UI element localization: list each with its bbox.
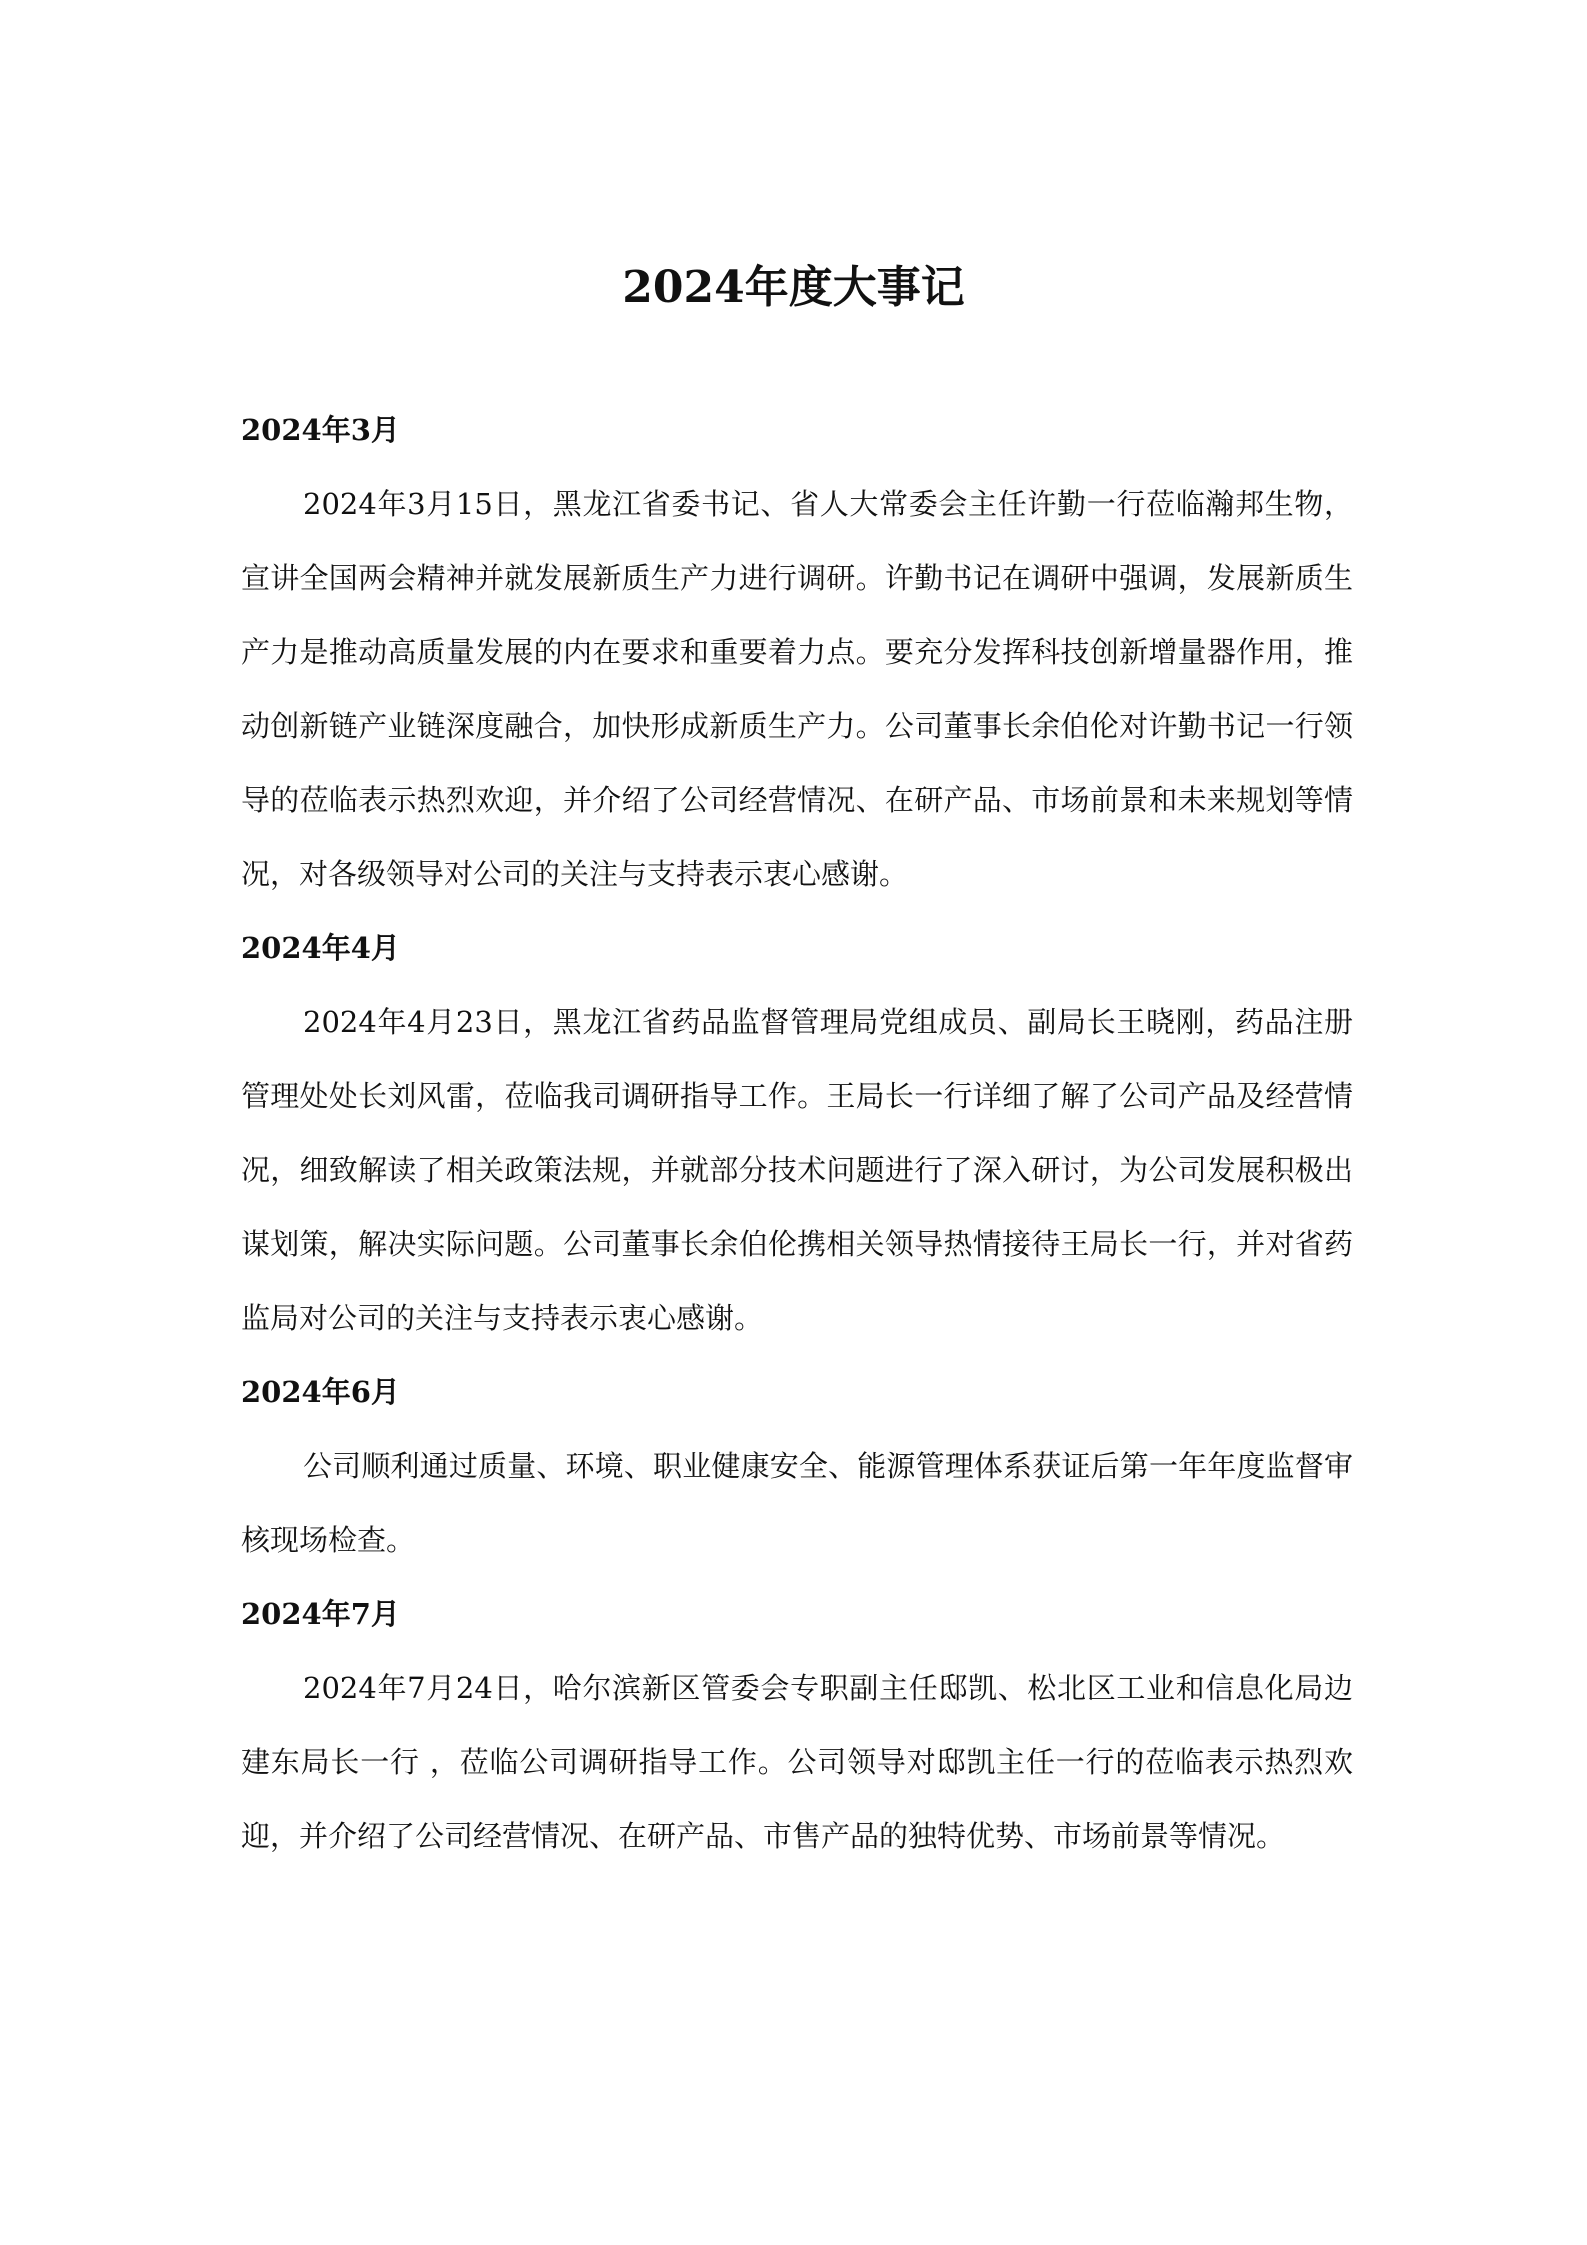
month-heading: 2024年7月 xyxy=(241,1597,400,1631)
event-paragraph: 2024年7月24日，哈尔滨新区管委会专职副主任邸凯、松北区工业和信息化局边建东局长一行 ，莅临公司调研指导工作。公司领导对邸凯主任一行的莅临表示热烈欢迎，并介绍了公司经营情况、在研产品、市售产品的独特优势、市场前景等情况。 xyxy=(241,1671,1353,1853)
page-title: 2024年度大事记 xyxy=(622,262,965,313)
month-heading: 2024年3月 xyxy=(241,413,400,447)
section-2024-03 xyxy=(241,393,1353,911)
month-heading: 2024年6月 xyxy=(241,1375,400,1409)
section-2024-04 xyxy=(241,911,1353,1355)
event-paragraph: 2024年4月23日，黑龙江省药品监督管理局党组成员、副局长王晓刚，药品注册管理处处长刘风雷，莅临我司调研指导工作。王局长一行详细了解了公司产品及经营情况，细致解读了相关政策法规，并就部分技术问题进行了深入研讨，为公司发展积极出谋划策，解决实际问题。公司董事长余伯伦携相关领导热情接待王局长一行，并对省药监局对公司的关注与支持表示衷心感谢。 xyxy=(241,1005,1353,1335)
month-heading: 2024年4月 xyxy=(241,931,400,965)
section-2024-06 xyxy=(241,1355,1353,1577)
document-body xyxy=(241,393,1353,1873)
section-2024-07 xyxy=(241,1577,1353,1873)
event-paragraph: 公司顺利通过质量、环境、职业健康安全、能源管理体系获证后第一年年度监督审核现场检查。 xyxy=(241,1449,1353,1557)
event-paragraph: 2024年3月15日，黑龙江省委书记、省人大常委会主任许勤一行莅临瀚邦生物，宣讲全国两会精神并就发展新质生产力进行调研。许勤书记在调研中强调，发展新质生产力是推动高质量发展的内在要求和重要着力点。要充分发挥科技创新增量器作用，推动创新链产业链深度融合，加快形成新质生产力。公司董事长余伯伦对许勤书记一行领导的莅临表示热烈欢迎，并介绍了公司经营情况、在研产品、市场前景和未来规划等情况，对各级领导对公司的关注与支持表示衷心感谢。 xyxy=(241,487,1353,891)
